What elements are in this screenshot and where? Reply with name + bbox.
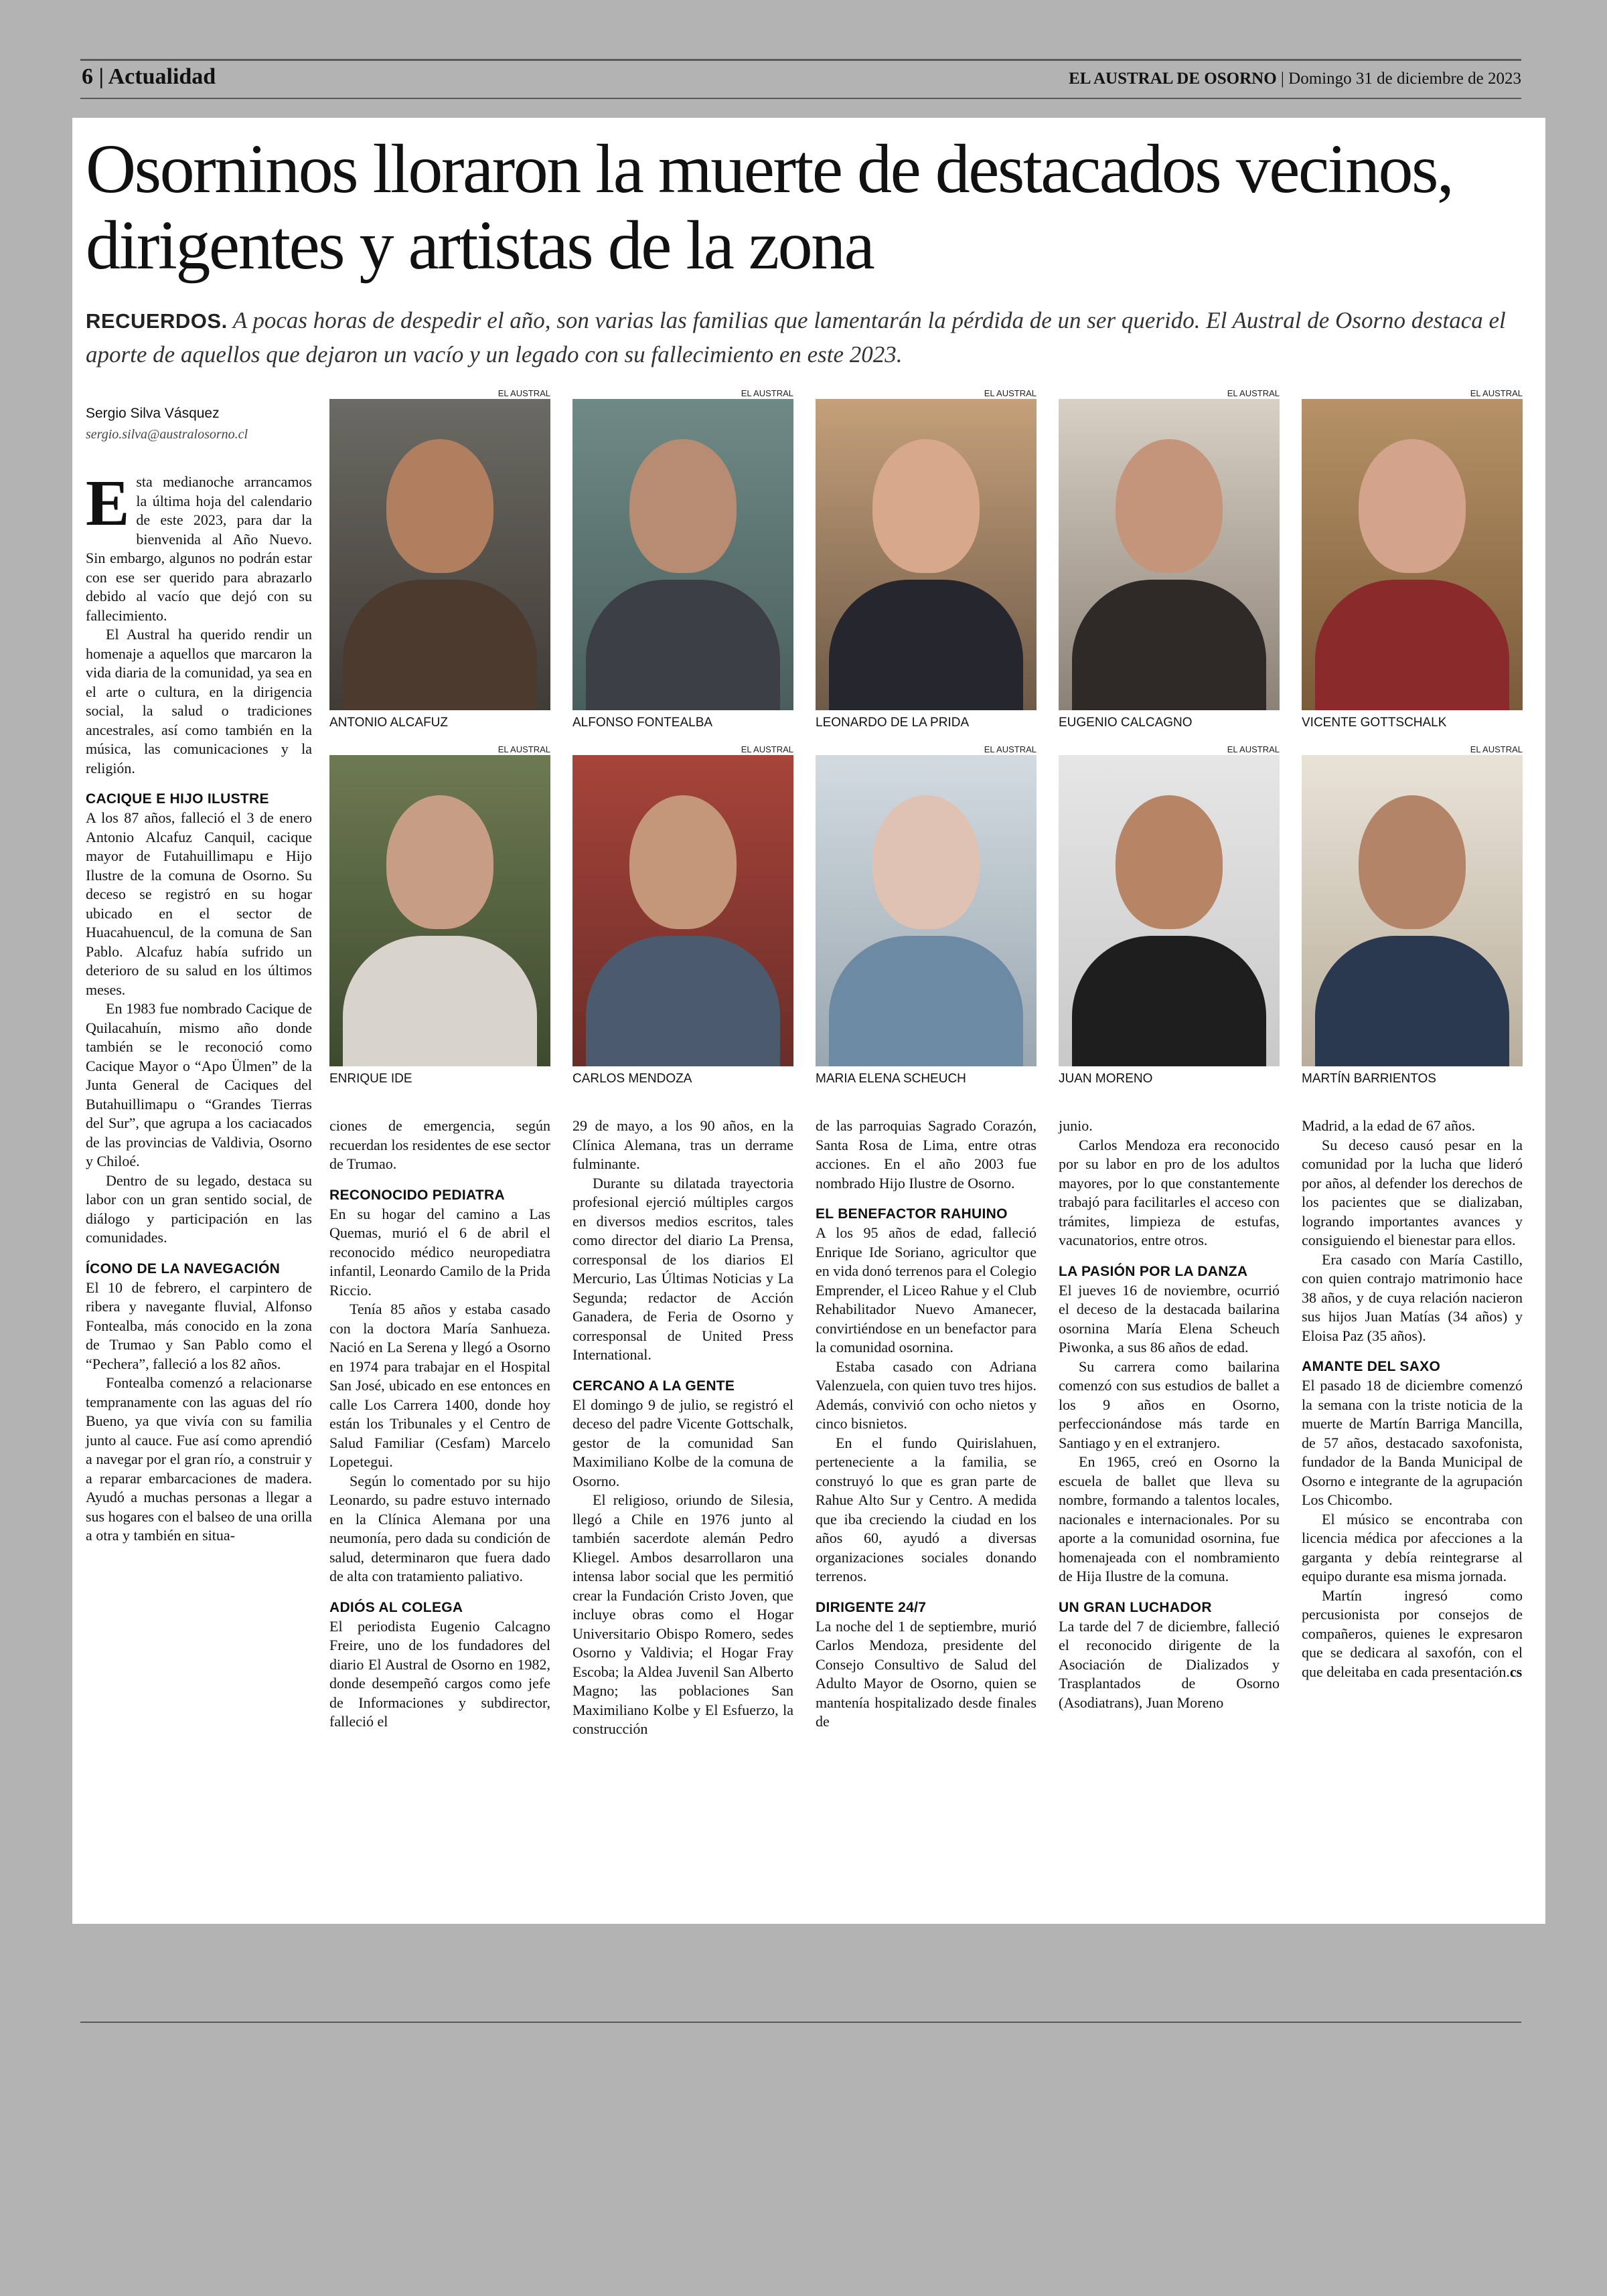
portrait-photo xyxy=(572,399,793,710)
article-paragraph: El músico se encontraba con licencia médica por afecciones a la garganta y debía reintegrarse al equipo durante esa misma jornada. xyxy=(1302,1510,1523,1584)
photo-credit: EL AUSTRAL xyxy=(1470,744,1523,754)
article-paragraph xyxy=(86,467,312,625)
portrait-body xyxy=(1315,580,1509,710)
article-paragraph: La noche del 1 de septiembre, murió Carlos Mendoza, presidente del Consejo Consultivo de Salud del Adulto Mayor de Osorno, quien se mantenía hospitalizado desde finales de xyxy=(816,1617,1037,1730)
article-paragraph: Durante su dilatada trayectoria profesional ejerció múltiples cargos en diversos medios escritos, tales como director del diario La Prensa, corresponsal de los diarios El Mercurio, Las Últimas Noticias y La Segunda; redactor de Acción Ganadera, de Feria de Osorno y corresponsal de United Press International. xyxy=(572,1174,793,1363)
section-subhead: CACIQUE E HIJO ILUSTRE xyxy=(86,791,269,807)
portrait-photo xyxy=(1059,399,1280,710)
portrait-photo xyxy=(816,755,1037,1066)
article-paragraph: El 10 de febrero, el carpintero de ribera y navegante fluvial, Alfonso Fontealba, más conocido en la zona de Trumao y San Pablo como el “Pechera”, falleció a los 82 años. xyxy=(86,1279,312,1372)
photo-card xyxy=(329,388,550,732)
portrait-body xyxy=(586,936,780,1066)
section-subhead: CERCANO A LA GENTE xyxy=(572,1378,735,1394)
article-paragraph: junio. xyxy=(1059,1117,1093,1134)
article-column-1 xyxy=(86,467,312,1546)
article-headline: Osorninos lloraron la muerte de destacados vecinos, dirigentes y artistas de la zona xyxy=(86,131,1453,284)
end-mark-icon: cs xyxy=(1509,1663,1523,1680)
article-paragraph: Era casado con María Castillo, con quien contrajo matrimonio hace 38 años, y de cuya relación nacieron sus hijos Juan Matías (34 años) y Eloisa Paz (35 años). xyxy=(1302,1250,1523,1344)
publication-date: Domingo 31 de diciembre de 2023 xyxy=(1288,70,1521,88)
portrait-face xyxy=(1359,439,1466,573)
photo-caption: JUAN MORENO xyxy=(1059,1072,1153,1086)
article-column-6 xyxy=(1302,1117,1523,1682)
photo-card xyxy=(572,744,793,1088)
portrait-body xyxy=(343,936,537,1066)
portrait-face xyxy=(1116,439,1223,573)
photo-card xyxy=(1059,388,1280,732)
portrait-face xyxy=(386,795,493,929)
article-paragraph: El jueves 16 de noviembre, ocurrió el deceso de la destacada bailarina osornina María Elena Scheuch Piwonka, a sus 86 años de edad. xyxy=(1059,1281,1280,1356)
article-paragraph: A los 87 años, falleció el 3 de enero Antonio Alcafuz Canquil, cacique mayor de Futahuillimapu e Hijo Ilustre de la comuna de Osorno. Su deceso se registró en su hogar ubicado en el sector de Huacahuencul, de la comuna de San Pablo. Alcafuz había sufrido un deterioro de su salud en los últimos meses. xyxy=(86,809,312,998)
article-paragraph: Madrid, a la edad de 67 años. xyxy=(1302,1117,1476,1134)
photo-card xyxy=(572,388,793,732)
portrait-face xyxy=(629,439,737,573)
article-paragraph: El domingo 9 de julio, se registró el deceso del padre Vicente Gottschalk, gestor de la comunidad San Maximiliano Kolbe de la comuna de Osorno. xyxy=(572,1396,793,1489)
header-top-rule xyxy=(80,59,1521,61)
portrait-photo xyxy=(1302,755,1523,1066)
article-paragraph: ciones de emergencia, según recuerdan los residentes de ese sector de Trumao. xyxy=(329,1117,550,1172)
portrait-face xyxy=(629,795,737,929)
portrait-face xyxy=(1116,795,1223,929)
photo-credit: EL AUSTRAL xyxy=(984,388,1037,398)
photo-caption: MARIA ELENA SCHEUCH xyxy=(816,1072,966,1086)
photo-caption: ALFONSO FONTEALBA xyxy=(572,716,713,730)
article-paragraph: de las parroquias Sagrado Corazón, Santa Rosa de Lima, entre otras acciones. En el año 2003 fue nombrado Hijo Ilustre de Osorno. xyxy=(816,1117,1037,1192)
photo-caption: ENRIQUE IDE xyxy=(329,1072,412,1086)
article-paragraph: El pasado 18 de diciembre comenzó la semana con la triste noticia de la muerte de Martín Barriga Mancilla, de 57 años, destacado saxofonista, fundador de la Banda Municipal de Osorno e integrante de la agrupación Los Chicombo. xyxy=(1302,1377,1523,1508)
article-column-5 xyxy=(1059,1117,1280,1712)
article-paragraph: La tarde del 7 de diciembre, falleció el reconocido dirigente de la Asociación de Dializados y Trasplantados de Osorno (Asodiatrans), Juan Moreno xyxy=(1059,1617,1280,1711)
section-subhead: DIRIGENTE 24/7 xyxy=(816,1599,927,1615)
photo-card xyxy=(1302,744,1523,1088)
section-subhead: ÍCONO DE LA NAVEGACIÓN xyxy=(86,1260,281,1277)
photo-card xyxy=(816,388,1037,732)
photo-caption: ANTONIO ALCAFUZ xyxy=(329,716,449,730)
portrait-body xyxy=(1072,936,1266,1066)
article-lead-text: A pocas horas de despedir el año, son varias las familias que lamentarán la pérdida de un ser querido. El Austral de Osorno destaca el aporte de aquellos que dejaron un vacío y un legado con su fallecimiento en este 2023. xyxy=(86,307,1506,367)
paragraph-text: Martín ingresó como percusionista por consejos de compañeros, quienes le expresaron que se dedicara al saxofón, con el que deleitaba en cada presentación. xyxy=(1302,1586,1523,1680)
paragraph-text: sta medianoche arrancamos la última hoja del calendario de este 2023, para dar la bienvenida al Año Nuevo. Sin embargo, algunos no podrán estar con ese ser querido para abrazarlo debido al vacío que dejó con su fallecimiento. xyxy=(86,473,312,624)
article-paragraph: Según lo comentado por su hijo Leonardo, su padre estuvo internado en la Clínica Alemana por una neumonía, pero dada su condición de salud, determinaron que fuera dado de alta con tratamiento paliativo. xyxy=(329,1472,550,1584)
portrait-photo xyxy=(1059,755,1280,1066)
portrait-body xyxy=(829,936,1023,1066)
article-paragraph: El religioso, oriundo de Silesia, llegó a Chile en 1976 junto al también sacerdote alemán Pedro Kliegel. Ambos desarrollaron una intensa labor social que les permitió crear la Fundación Cristo Joven, que incluye obras como el Hogar Universitario Obispo Romero, sedes Osorno y Valdivia; el Hogar Fray Escoba; la Aldea Juvenil San Alberto Magno; las poblaciones San Maximiliano Kolbe y El Esfuerzo, la construcción xyxy=(572,1491,793,1737)
photo-credit: EL AUSTRAL xyxy=(1470,388,1523,398)
portrait-body xyxy=(343,580,537,710)
photo-credit: EL AUSTRAL xyxy=(1227,388,1280,398)
article-paragraph: El Austral ha querido rendir un homenaje a aquellos que marcaron la vida diaria de la comunidad, ya sea en el arte o cultura, en la dirigencia social, la salud o tradiciones ancestrales, así como también en la música, las comunicaciones y la religión. xyxy=(86,626,312,776)
article-paragraph: A los 95 años de edad, falleció Enrique Ide Soriano, agricultor que en vida donó terrenos para el Colegio Emprender, el Liceo Rahue y el Club Rehabilitador Nuevo Amanecer, convirtiéndose en un benefactor para la comunidad osornina. xyxy=(816,1224,1037,1356)
portrait-body xyxy=(829,580,1023,710)
photo-credit: EL AUSTRAL xyxy=(984,744,1037,754)
photo-card xyxy=(1302,388,1523,732)
newspaper-page xyxy=(72,118,1545,1924)
article-lead xyxy=(86,304,1532,372)
section-subhead: EL BENEFACTOR RAHUINO xyxy=(816,1206,1008,1222)
article-paragraph: En 1965, creó en Osorno la escuela de ballet que lleva su nombre, formando a talentos locales, nacionales e internacionales. Por su aporte a la comunidad osornina, fue homenajeada con el nombramiento de Hija Ilustre de la comuna. xyxy=(1059,1453,1280,1584)
article-paragraph: Su carrera como bailarina comenzó con sus estudios de ballet a los 9 años en Osorno, perfeccionándose más tarde en Santiago y en el extranjero. xyxy=(1059,1358,1280,1451)
publication-name: EL AUSTRAL DE OSORNO xyxy=(1069,70,1277,88)
section-subhead: RECONOCIDO PEDIATRA xyxy=(329,1187,505,1203)
portrait-body xyxy=(1072,580,1266,710)
portrait-face xyxy=(872,795,980,929)
photo-caption: CARLOS MENDOZA xyxy=(572,1072,692,1086)
author-email: sergio.silva@australosorno.cl xyxy=(86,427,248,442)
photo-caption: MARTÍN BARRIENTOS xyxy=(1302,1072,1436,1086)
article-kicker: RECUERDOS. xyxy=(86,309,228,333)
portrait-photo xyxy=(329,399,550,710)
article-paragraph xyxy=(1302,1586,1523,1682)
section-subhead: AMANTE DEL SAXO xyxy=(1302,1359,1441,1374)
article-paragraph: Dentro de su legado, destaca su labor con un gran sentido social, de diálogo y participación en las comunidades. xyxy=(86,1171,312,1246)
header-bottom-rule xyxy=(80,98,1521,99)
portrait-photo xyxy=(572,755,793,1066)
article-column-2 xyxy=(329,1117,550,1732)
page-number: 6 xyxy=(82,64,93,89)
article-paragraph: Estaba casado con Adriana Valenzuela, con quien tuvo tres hijos. Además, convivió con ocho nietos y cinco bisnietos. xyxy=(816,1358,1037,1432)
header-separator: | xyxy=(93,64,108,89)
photo-credit: EL AUSTRAL xyxy=(1227,744,1280,754)
portrait-photo xyxy=(329,755,550,1066)
portrait-face xyxy=(1359,795,1466,929)
portrait-photo xyxy=(816,399,1037,710)
article-column-3 xyxy=(572,1117,793,1739)
photo-caption: LEONARDO DE LA PRIDA xyxy=(816,716,970,730)
article-column-4 xyxy=(816,1117,1037,1732)
section-subhead: LA PASIÓN POR LA DANZA xyxy=(1059,1263,1248,1279)
article-paragraph: 29 de mayo, a los 90 años, en la Clínica Alemana, tras un derrame fulminante. xyxy=(572,1117,793,1172)
byline xyxy=(86,406,300,442)
photo-caption: EUGENIO CALCAGNO xyxy=(1059,716,1193,730)
article-paragraph: El periodista Eugenio Calcagno Freire, uno de los fundadores del diario El Austral de Osorno en 1982, donde desempeñó cargos como jefe de Informaciones y subdirector, falleció el xyxy=(329,1617,550,1730)
photo-credit: EL AUSTRAL xyxy=(741,744,793,754)
section-name: Actualidad xyxy=(108,64,216,89)
section-header xyxy=(82,64,216,90)
article-paragraph: Su deceso causó pesar en la comunidad por la lucha que lideró por años, al defender los derechos de los pacientes que se dializaban, logrando importantes avances y consiguiendo el bienestar para ellos. xyxy=(1302,1136,1523,1248)
photo-credit: EL AUSTRAL xyxy=(498,744,550,754)
article-paragraph: Tenía 85 años y estaba casado con la doctora María Sanhueza. Nació en La Serena y llegó a Osorno en 1974 para trabajar en el Hospital San José, ubicado en ese entonces en calle Los Carrera 1400, donde hoy están los Tribunales y el Centro de Salud Familiar (Cesfam) Marcelo Lopetegui. xyxy=(329,1301,550,1470)
portrait-body xyxy=(1315,936,1509,1066)
section-subhead: UN GRAN LUCHADOR xyxy=(1059,1599,1212,1615)
article-paragraph: Carlos Mendoza era reconocido por su labor en pro de los adultos mayores, por lo que constantemente trabajó para facilitarles el acceso con trámites, limpieza de estufas, vacunatorios, entre otros. xyxy=(1059,1136,1280,1248)
photo-caption: VICENTE GOTTSCHALK xyxy=(1302,716,1447,730)
publication-header xyxy=(1069,70,1521,88)
portrait-photo xyxy=(1302,399,1523,710)
photo-card xyxy=(816,744,1037,1088)
photo-credit: EL AUSTRAL xyxy=(498,388,550,398)
portrait-face xyxy=(872,439,980,573)
header-date-separator: | xyxy=(1276,70,1289,88)
photo-card xyxy=(329,744,550,1088)
article-paragraph: En su hogar del camino a Las Quemas, murió el 6 de abril el reconocido médico neuropediatra infantil, Leonardo Camilo de la Prida Riccio. xyxy=(329,1205,550,1299)
footer-rule xyxy=(80,2022,1521,2023)
section-subhead: ADIÓS AL COLEGA xyxy=(329,1599,463,1615)
portrait-body xyxy=(586,580,780,710)
photo-credit: EL AUSTRAL xyxy=(741,388,793,398)
drop-cap: E xyxy=(86,467,130,540)
author-name: Sergio Silva Vásquez xyxy=(86,406,220,421)
photo-card xyxy=(1059,744,1280,1088)
article-paragraph: En el fundo Quirislahuen, perteneciente a la familia, se construyó lo que es gran parte de Rahue Alto Sur y Centro. A medida que iba creciendo la ciudad en los años 60, ayudó a diversas organizaciones sociales donando terrenos. xyxy=(816,1434,1037,1584)
article-paragraph: Fontealba comenzó a relacionarse tempranamente con las aguas del río Bueno, ya que vivía con su familia junto al cauce. Fue así como aprendió a navegar por el gran río, a construir y a reparar embarcaciones de madera. Ayudó a muchas personas a llegar a sus hogares con el balseo de una orilla a otra y también en situa- xyxy=(86,1374,312,1544)
portrait-face xyxy=(386,439,493,573)
article-paragraph: En 1983 fue nombrado Cacique de Quilacahuín, mismo año donde también se le reconoció como Cacique Mayor o “Apo Ülmen” de la Junta General de Caciques del Butahuillimapu o “Grandes Tierras del Sur”, que agrupa a los caciacados de las provincias de Valdivia, Osorno y Chiloé. xyxy=(86,1000,312,1169)
